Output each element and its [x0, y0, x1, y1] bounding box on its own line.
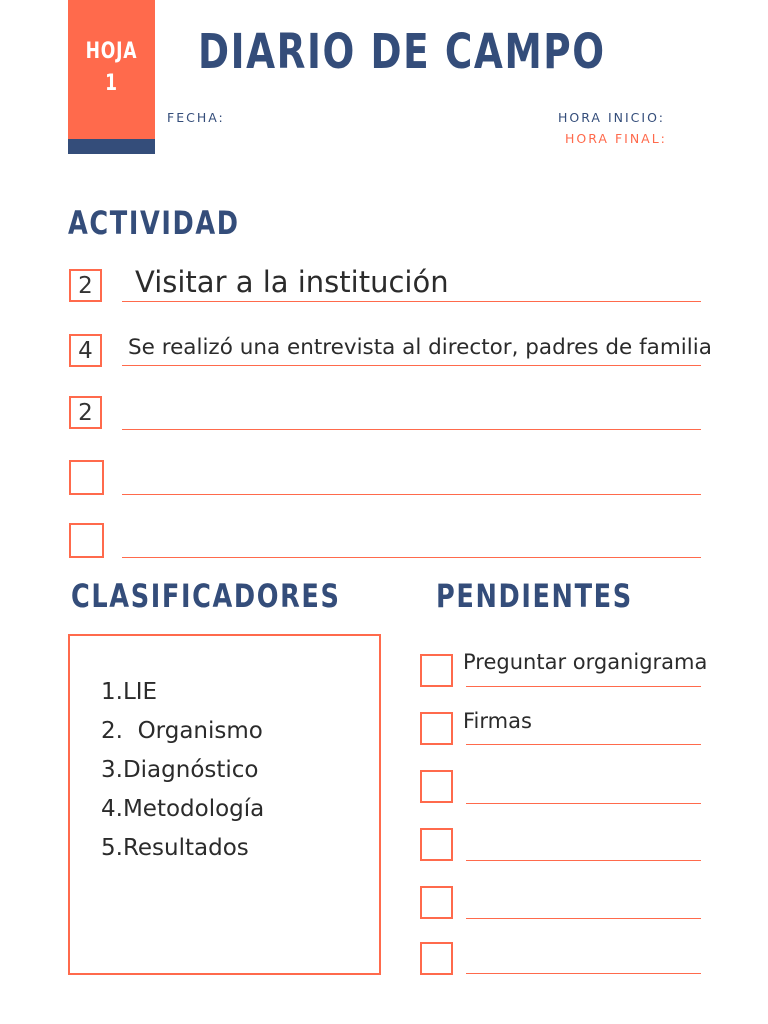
- hora-final-label: HORA FINAL:: [565, 131, 667, 146]
- actividad-checkbox[interactable]: 4: [69, 334, 102, 367]
- clasificador-number: 3.: [101, 757, 123, 783]
- clasificadores-title: CLASIFICADORES: [71, 577, 341, 615]
- fecha-label: FECHA:: [167, 110, 225, 125]
- pendiente-checkbox[interactable]: [420, 942, 453, 975]
- page-title: DIARIO DE CAMPO: [198, 24, 606, 80]
- sheet-tag-label: HOJA: [85, 39, 138, 64]
- actividad-checkbox[interactable]: 2: [69, 269, 102, 302]
- actividad-line: [122, 494, 701, 495]
- clasificador-item: [101, 835, 249, 861]
- pendiente-checkbox[interactable]: [420, 712, 453, 745]
- actividad-checkbox[interactable]: [69, 523, 104, 558]
- actividad-line: [122, 557, 701, 558]
- actividad-line: [122, 301, 701, 302]
- clasificador-label: Organismo: [137, 718, 263, 744]
- clasificador-label: Diagnóstico: [122, 757, 259, 783]
- sheet-tag: [68, 0, 155, 154]
- clasificador-item: [101, 757, 259, 783]
- sheet-tag-stripe: [68, 139, 155, 154]
- clasificador-item: [101, 796, 264, 822]
- actividad-checkbox[interactable]: 2: [69, 396, 102, 429]
- actividad-line: [122, 365, 701, 366]
- clasificador-number: 1.: [101, 679, 123, 705]
- sheet-tag-number: 1: [105, 71, 118, 96]
- sheet-tag-text: [78, 36, 146, 100]
- pendiente-line: [466, 918, 701, 919]
- actividad-line: [122, 429, 701, 430]
- pendiente-checkbox[interactable]: [420, 886, 453, 919]
- pendiente-text[interactable]: Firmas: [463, 709, 532, 733]
- pendiente-line: [466, 744, 701, 745]
- actividad-text[interactable]: Visitar a la institución: [135, 265, 449, 299]
- clasificador-label: Metodología: [122, 796, 265, 822]
- clasificador-number: 2.: [101, 718, 123, 744]
- hora-inicio-label: HORA INICIO:: [558, 110, 665, 125]
- clasificador-item: [101, 718, 263, 744]
- pendiente-line: [466, 803, 701, 804]
- clasificador-item: [101, 679, 157, 705]
- pendiente-checkbox[interactable]: [420, 828, 453, 861]
- actividad-checkbox[interactable]: [69, 460, 104, 495]
- pendiente-line: [466, 860, 701, 861]
- clasificador-label: LIE: [122, 679, 158, 705]
- clasificador-number: 4.: [101, 796, 123, 822]
- pendiente-checkbox[interactable]: [420, 770, 453, 803]
- actividad-text[interactable]: Se realizó una entrevista al director, padres de familia: [128, 335, 712, 360]
- clasificador-label: Resultados: [122, 835, 249, 861]
- pendiente-line: [466, 973, 701, 974]
- clasificador-number: 5.: [101, 835, 123, 861]
- pendientes-title: PENDIENTES: [436, 577, 633, 615]
- actividad-title: ACTIVIDAD: [68, 204, 240, 242]
- pendiente-line: [466, 686, 701, 687]
- pendiente-checkbox[interactable]: [420, 654, 453, 687]
- pendiente-text[interactable]: Preguntar organigrama: [463, 650, 708, 674]
